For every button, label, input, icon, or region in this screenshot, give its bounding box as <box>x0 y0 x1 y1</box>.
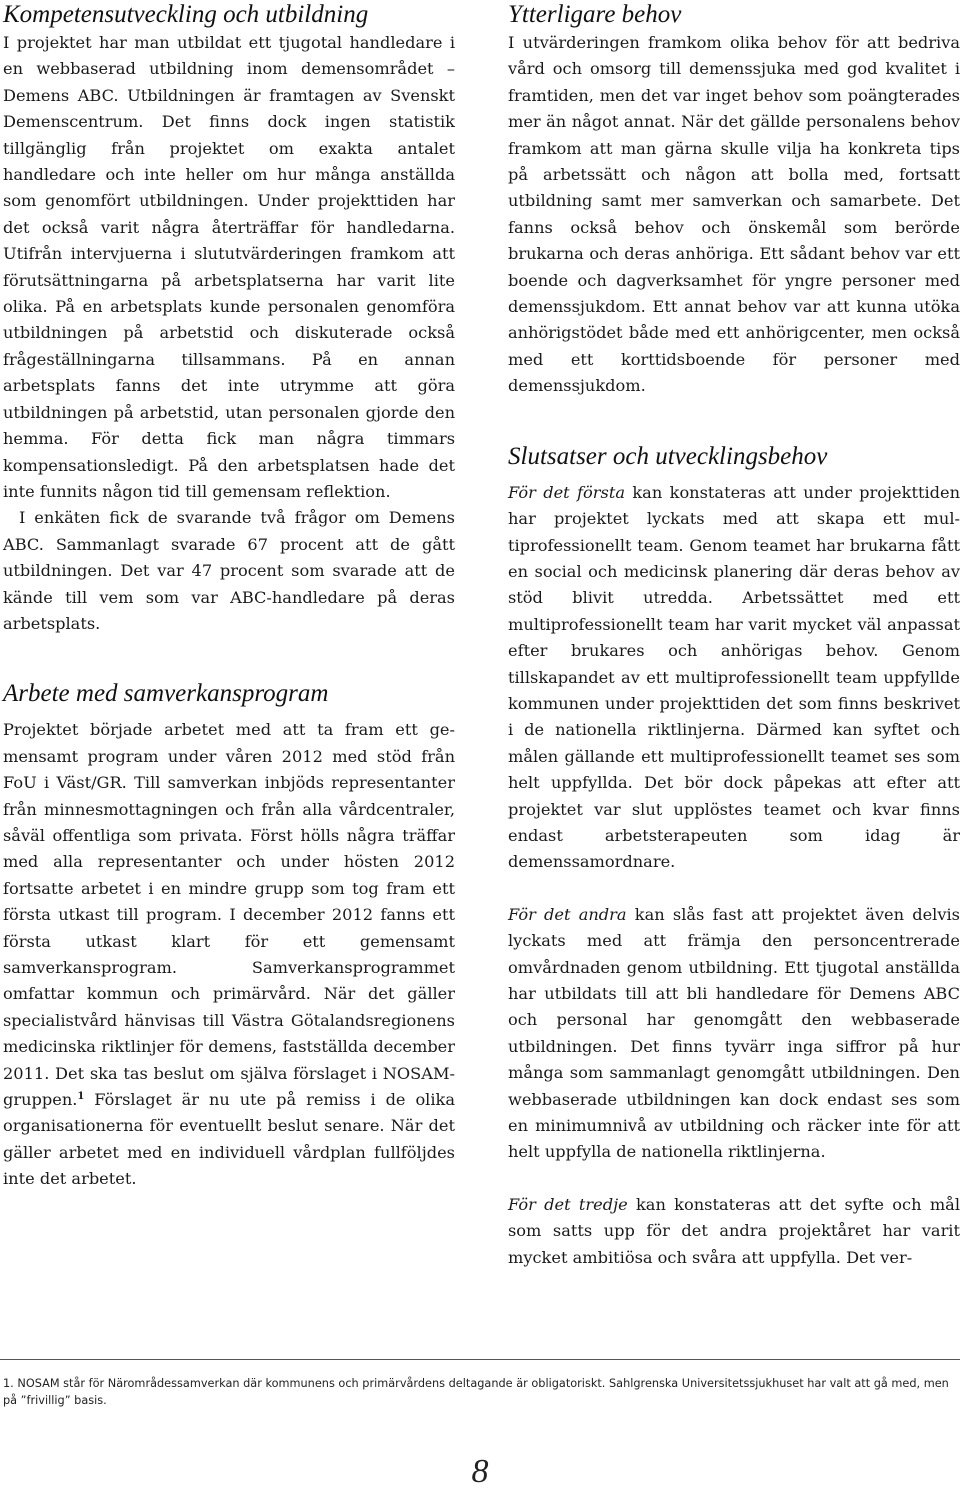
paragraph-andra-text: kan slås fast att projektet även delvis lyckats med att främja den personcentrerade omvårdnaden genom utbildning. Ett tjugotal anställda har utbildats till att bli handledare för Demens ABC och personal har genomgått den webbaserade utbildningen. Det finns tyvärr inga siffror på hur många som sammanlagt genomgått utbildningen. Den webbaserade utbildningen kan dock endast ses som en minimumnivå av utbildning och räcker inte för att helt uppfylla de nationella riktlinjerna. <box>508 904 960 1162</box>
footnote: 1. NOSAM står för Närområdessamverkan där kommunens och primärvårdens deltagande är obligatoriskt. Sahlgrenska Universitetssjukhuset har valt att gå med, men på ”frivillig” basis. <box>3 1377 949 1407</box>
paragraph-behov: I utvärderingen framkom olika behov för att bedriva vård och omsorg till demenssjuka med god kvalitet i framtiden, men det var inget behov som poängterades mer än något annat. När det gällde personalens behov framkom att man gärna skulle vilja ha konkreta tips på arbetssätt och någon att bolla med, fortsatt utbildning samt mer samverkan och samarbete. Det fanns också behov och önskemål som berörde brukarna och deras anhöriga. Ett sådant behov var ett boende och dagverksamhet för yngre personer med demenssjukdom. Ett annat behov var att kunna utöka anhörigstödet både med ett anhörigcenter, men också med ett korttidsboende för personer med demenssjukdom. <box>508 33 960 396</box>
paragraph-kompetens-2: I enkäten fick de svarande två frågor om Demens ABC. Sammanlagt svarade 67 procent att de gått utbildningen. Det var 47 procent som svarade att de kände till vem som var ABC-handledare på deras arbetsplats. <box>3 508 455 633</box>
left-column <box>3 0 455 1193</box>
paragraph-samverkan <box>3 717 455 1192</box>
page-number: 8 <box>471 1453 489 1490</box>
paragraph-andra <box>508 902 960 1166</box>
emphasis-andra: För det andra <box>508 904 627 924</box>
paragraph-forsta <box>508 480 960 876</box>
paragraph-tredje <box>508 1192 960 1271</box>
paragraph-forsta-text: kan konstateras att under projekttiden har projektet lyckats med att skapa ett multiprofessionellt team. Genom teamet har brukarna fått en social och medicinsk planering där deras behov av stöd blivit utredda. Arbetssättet med ett multiprofessionellt team har varit mycket väl anpassat efter brukares och anhörigas behov. Genom tillskapandet av ett multiprofessionellt team uppfyllde kommunen under projekttiden det som finns beskrivet i de nationella riktlinjerna. Därmed kan syftet och målen gällande ett multiprofessionellt teamet ses som helt uppfyllda. Det bör dock påpekas att efter att projektet var slut upplöstes teamet och kvar finns endast arbetsterapeuten som idag är demenssamordnare. <box>508 482 960 872</box>
heading-kompetensutveckling: Kompetensutveckling och utbildning <box>3 1 369 28</box>
emphasis-tredje: För det tredje <box>508 1194 628 1214</box>
heading-samverkansprogram: Arbete med samverkansprogram <box>3 680 329 708</box>
footnote-marker: 1 <box>77 1091 85 1103</box>
paragraph-samverkan-text-b: Förslaget är nu ute på remiss i de olika organisationerna för eventuellt beslut senare. När det gäller arbetet med en individuell vårdplan fullföljdes inte det arbetet. <box>3 1090 455 1189</box>
paragraph-samverkan-text-a: Projektet började arbetet med att ta fram ett gemensamt program under våren 2012 med stöd från FoU i Väst/GR. Till samverkan inbjöds representanter från minnesmottagningen och från alla vårdcentraler, såväl offentliga som privata. Först hölls några träffar med alla representanter och under hösten 2012 fortsatte arbetet i en mindre grupp som tog fram ett första utkast till program. I december 2012 fanns ett första utkast klart för ett gemensamt samverkansprogram. Samverkansprogrammet omfattar kommun och primärvård. När det gäller specialistvård hänvisas till Västra Götalandsregionens medicinska riktlinjer för demens, fastställda december 2011. Det ska tas beslut om själva förslaget i NOSAM-gruppen. <box>3 720 455 1110</box>
heading-slutsatser: Slutsatser och utvecklingsbehov <box>508 442 828 470</box>
right-column <box>508 0 960 1271</box>
paragraph-tredje-text: kan konstateras att det syfte och mål som satts upp för det andra projektåret har varit mycket ambitiösa och svåra att uppfylla. Det ver- <box>508 1194 960 1267</box>
emphasis-forsta: För det första <box>508 482 625 502</box>
footnote-divider <box>0 1359 960 1360</box>
paragraph-kompetens-1: I projektet har man utbildat ett tjugotal handledare i en webbaserad utbildning inom demensområdet – Demens ABC. Utbildningen är framtagen av Svenskt Demenscentrum. Det finns dock ingen statistik tillgänglig från projektet om exakta antalet handledare och inte heller om hur många anställda som genomfört utbildningen. Under projekttiden har det också varit några återträffar för handledarna. Utifrån intervjuerna i slututvärderingen framkom att förutsättningarna på arbetsplatserna har varit lite olika. På en arbetsplats kunde personalen genomföra utbildningen på arbetstid och diskuterade också frågeställningarna tillsammans. På en annan arbetsplats fanns det inte utrymme att göra utbildningen på arbetstid, utan personalen gjorde den hemma. För detta fick man några timmars kompensationsledigt. På den arbetsplatsen hade det inte funnits någon tid till gemensam reflektion. <box>3 33 455 501</box>
heading-ytterligare-behov: Ytterligare behov <box>508 1 682 28</box>
